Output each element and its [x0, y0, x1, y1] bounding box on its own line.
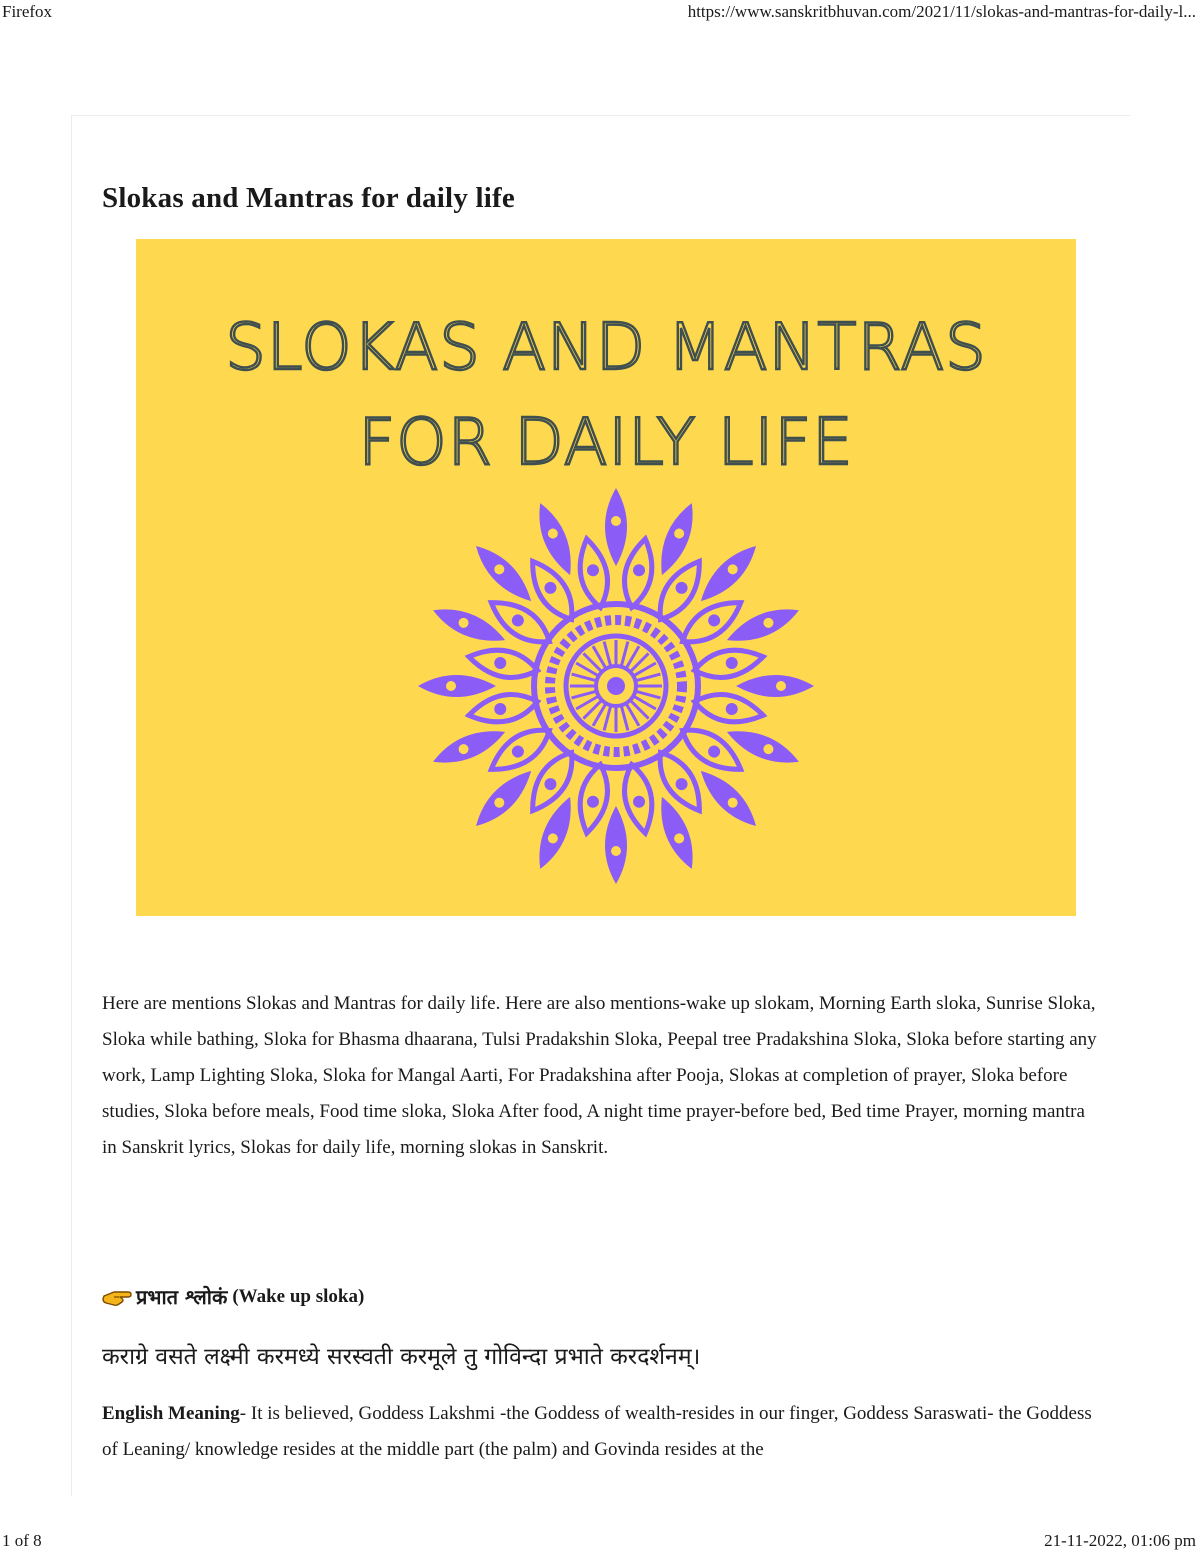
- print-header-url: https://www.sanskritbhuvan.com/2021/11/slokas-and-mantras-for-daily-l...: [687, 2, 1196, 21]
- intro-paragraph: Here are mentions Slokas and Mantras for daily life. Here are also mentions-wake up slokam, Morning Earth sloka, Sunrise Sloka, Sloka while bathing, Sloka for Bhasma dhaarana, Tulsi Pradakshin Sloka, Peepal tree Pradakshina Sloka, Sloka before starting any work, Lamp Lighting Sloka, Sloka for Mangal Aarti, For Pradakshina after Pooja, Slokas at completion of prayer, Sloka before studies, Sloka before meals, Food time sloka, Sloka After food, A night time prayer-before bed, Bed time Prayer, morning mantra in Sanskrit lyrics, Slokas for daily life, morning slokas in Sanskrit.: [102, 993, 1097, 1158]
- hero-title-line-1: SLOKAS AND MANTRAS: [225, 311, 987, 385]
- english-meaning-label: English Meaning: [102, 1403, 240, 1424]
- mandala-icon: [416, 481, 816, 891]
- print-footer-page-number: 1 of 8: [2, 1531, 42, 1550]
- post-title: Slokas and Mantras for daily life: [102, 182, 515, 214]
- section-heading-hindi: प्रभात श्लोकं: [136, 1285, 228, 1309]
- english-meaning-paragraph: [102, 1396, 1102, 1468]
- section-heading-wake-up-sloka: [102, 1283, 364, 1310]
- print-footer-timestamp: 21-11-2022, 01:06 pm: [1044, 1531, 1196, 1550]
- hero-title-line-2: FOR DAILY LIFE: [358, 406, 854, 480]
- hero-banner: [136, 239, 1076, 916]
- pointing-hand-icon: [102, 1286, 132, 1308]
- print-header-browser-name: Firefox: [2, 2, 53, 21]
- section-heading-english: (Wake up sloka): [232, 1285, 365, 1307]
- article-card: [71, 115, 1130, 1496]
- english-meaning-text: - It is believed, Goddess Lakshmi -the Goddess of wealth-resides in our finger, Goddess Saraswati- the Goddess of Leaning/ knowledge resides at the middle part (the palm) and Govinda resides at the: [102, 1403, 1092, 1460]
- sloka-text: कराग्रे वसते लक्ष्मी करमध्ये सरस्वती करमूले तु गोविन्दा प्रभाते करदर्शनम्।: [102, 1344, 701, 1370]
